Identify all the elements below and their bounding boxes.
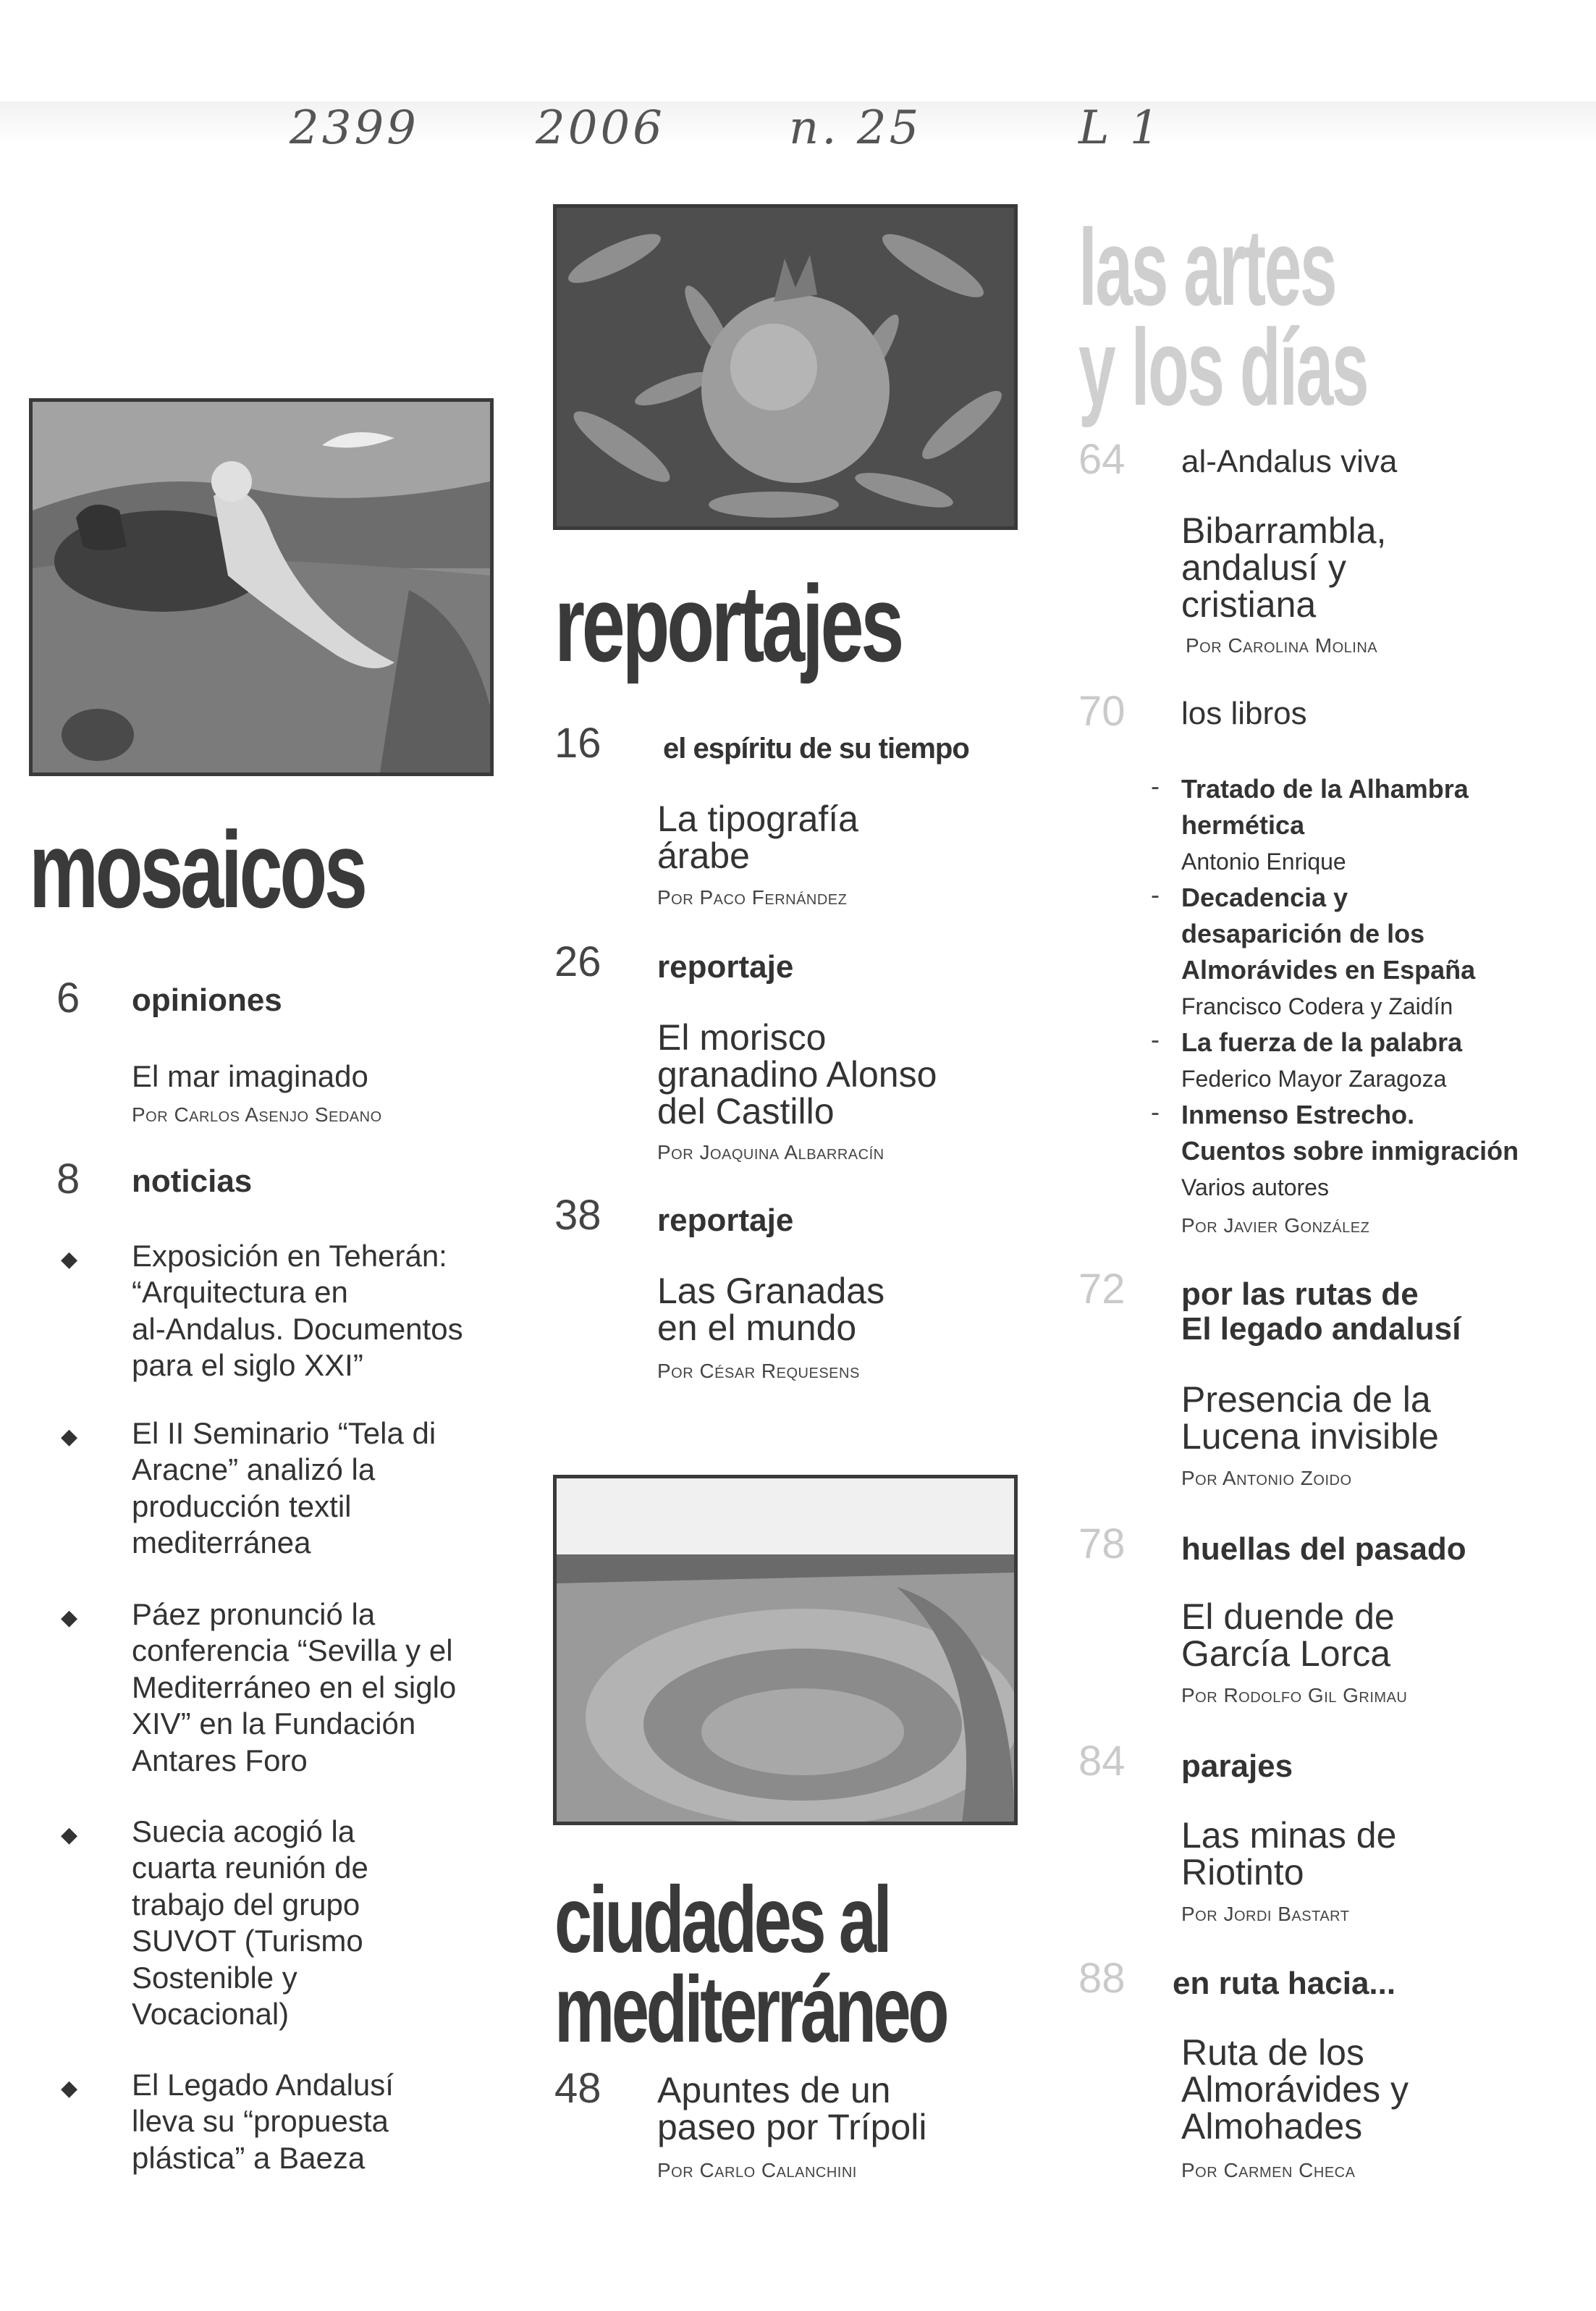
book-title: hermética	[1181, 810, 1305, 840]
article-title	[657, 801, 858, 875]
dash-bullet: -	[1151, 1024, 1160, 1054]
book-title: Inmenso Estrecho.	[1181, 1100, 1415, 1129]
diamond-bullet-icon: ◆	[61, 1425, 78, 1449]
news-line: producción textil	[132, 1489, 352, 1523]
page-number: 70	[1078, 688, 1126, 735]
category-label: los libros	[1181, 696, 1307, 731]
section-title-line: ciudades al	[554, 1866, 890, 1972]
category-label: huellas del pasado	[1181, 1531, 1466, 1567]
news-line: al-Andalus. Documentos	[132, 1311, 463, 1346]
news-line: Páez pronunció la	[132, 1597, 376, 1631]
news-line: El Legado Andalusí	[132, 2068, 394, 2102]
title-line: Almorávides y	[1181, 2069, 1409, 2110]
article-byline: Por Paco Fernández	[657, 886, 848, 909]
category-label: reportaje	[657, 1203, 794, 1238]
title-line: Riotinto	[1181, 1852, 1304, 1893]
page-number: 64	[1078, 436, 1126, 483]
category-label: al-Andalus viva	[1181, 444, 1398, 479]
book-title: La fuerza de la palabra	[1181, 1027, 1463, 1057]
news-line: “Arquitectura en	[132, 1275, 348, 1310]
news-line: lleva su “propuesta	[132, 2104, 389, 2139]
title-line: cristiana	[1181, 584, 1317, 625]
news-line: El II Seminario “Tela di	[132, 1416, 436, 1450]
title-line: El morisco	[657, 1017, 827, 1058]
category-label: opiniones	[132, 982, 282, 1018]
category-label: parajes	[1181, 1748, 1293, 1784]
news-line: Exposición en Teherán:	[132, 1239, 447, 1273]
news-line: Mediterráneo en el siglo	[132, 1670, 457, 1704]
title-line: granadino Alonso	[657, 1054, 937, 1095]
article-byline: Por Carlos Asenjo Sedano	[132, 1103, 382, 1126]
news-line: para el siglo XXI”	[132, 1348, 363, 1383]
pomegranate-image	[553, 204, 1018, 530]
section-title-ciudades	[554, 1866, 947, 2062]
news-line: Vocacional)	[132, 1996, 290, 2031]
dash-bullet: -	[1151, 1097, 1160, 1127]
page-number: 8	[56, 1156, 80, 1203]
article-title	[657, 2072, 926, 2146]
handwritten-catalog-number: 2399	[290, 101, 419, 155]
category-label: en ruta hacia...	[1173, 1966, 1396, 2001]
news-line: Aracne” analizó la	[132, 1452, 376, 1487]
section-title-line: y los días	[1078, 306, 1368, 428]
painting-image	[29, 398, 494, 776]
category-label: reportaje	[657, 949, 794, 985]
title-line: del Castillo	[657, 1091, 835, 1132]
category-line: El legado andalusí	[1181, 1311, 1461, 1347]
article-title	[1181, 2034, 1409, 2145]
page-number: 16	[554, 720, 601, 767]
page-number: 72	[1078, 1266, 1126, 1313]
section-title-mosaicos: mosaicos	[29, 809, 365, 930]
title-line: Apuntes de un	[657, 2070, 891, 2110]
article-byline: Por Carlo Calanchini	[657, 2159, 857, 2181]
article-title	[657, 1019, 937, 1130]
news-line: plástica” a Baeza	[132, 2140, 366, 2175]
title-line: paseo por Trípoli	[657, 2107, 927, 2147]
book-author: Antonio Enrique	[1181, 849, 1346, 875]
amphitheater-illustration	[557, 1478, 1014, 1822]
painting-illustration	[33, 402, 490, 773]
title-line: Ruta de los	[1181, 2032, 1364, 2073]
category-label: el espíritu de su tiempo	[663, 733, 969, 765]
page-number: 84	[1078, 1738, 1126, 1785]
diamond-bullet-icon: ◆	[61, 2076, 78, 2100]
title-line: La tipografía	[657, 799, 858, 839]
category-line: por las rutas de	[1181, 1276, 1419, 1312]
title-line: Las minas de	[1181, 1815, 1397, 1856]
book-author: Francisco Codera y Zaidín	[1181, 993, 1453, 1019]
news-line: cuarta reunión de	[132, 1851, 368, 1885]
article-byline: Por Rodolfo Gil Grimau	[1181, 1684, 1408, 1706]
article-byline: Por Carmen Checa	[1181, 2159, 1356, 2181]
article-title	[1181, 1381, 1439, 1455]
news-line: XIV” en la Fundación	[132, 1706, 416, 1741]
page-number: 26	[554, 938, 601, 985]
handwritten-issue: n. 25	[789, 101, 922, 155]
handwritten-year: 2006	[536, 101, 665, 155]
category-label	[1181, 1277, 1461, 1347]
title-line: Lucena invisible	[1181, 1416, 1439, 1457]
category-label: noticias	[132, 1163, 253, 1199]
article-title	[1181, 1596, 1395, 1674]
book-title: Cuentos sobre inmigración	[1181, 1136, 1519, 1166]
news-line: SUVOT (Turismo	[132, 1924, 363, 1958]
dash-bullet: -	[1151, 880, 1160, 909]
dash-bullet: -	[1151, 771, 1160, 801]
book-author: Federico Mayor Zaragoza	[1181, 1066, 1447, 1092]
section-title-line: las artes	[1078, 206, 1336, 328]
handwritten-location: L 1	[1078, 101, 1162, 155]
book-title: desaparición de los	[1181, 919, 1425, 948]
tripoli-ruins-image	[553, 1475, 1018, 1825]
title-line: Presencia de la	[1181, 1379, 1431, 1420]
title-line: Almohades	[1181, 2106, 1363, 2147]
page-number: 78	[1078, 1520, 1126, 1567]
diamond-bullet-icon: ◆	[61, 1606, 78, 1630]
article-title	[1181, 510, 1387, 625]
book-title: Almorávides en España	[1181, 955, 1476, 985]
article-byline: Por Jordi Bastart	[1181, 1903, 1350, 1925]
news-line: mediterránea	[132, 1525, 311, 1560]
diamond-bullet-icon: ◆	[61, 1823, 78, 1847]
section-title-line: mediterráneo	[554, 1956, 947, 2062]
news-line: conferencia “Sevilla y el	[132, 1633, 453, 1668]
page-number: 88	[1078, 1955, 1126, 2002]
book-title: Tratado de la Alhambra	[1181, 774, 1469, 804]
article-title	[1181, 1817, 1396, 1891]
section-title-reportajes: reportajes	[554, 563, 902, 684]
article-byline: Por Javier González	[1181, 1214, 1370, 1237]
news-line: trabajo del grupo	[132, 1887, 360, 1921]
diamond-bullet-icon: ◆	[61, 1247, 78, 1271]
news-line: Sostenible y	[132, 1960, 297, 1995]
title-line: en el mundo	[657, 1308, 857, 1348]
article-byline: Por Carolina Molina	[1186, 634, 1378, 657]
article-byline: Por César Requesens	[657, 1360, 860, 1382]
article-byline: Por Antonio Zoido	[1181, 1467, 1352, 1489]
page-number: 6	[56, 975, 80, 1022]
title-line: Las Granadas	[657, 1271, 885, 1311]
title-line: El duende de	[1181, 1596, 1395, 1637]
title-line: García Lorca	[1181, 1633, 1391, 1674]
section-title-las-artes	[1078, 206, 1368, 428]
news-line: Suecia acogió la	[132, 1814, 355, 1848]
book-author: Varios autores	[1181, 1174, 1329, 1200]
article-title	[657, 1273, 884, 1347]
title-line: árabe	[657, 835, 750, 876]
article-byline: Por Joaquina Albarracín	[657, 1141, 884, 1163]
page-number: 38	[554, 1192, 601, 1239]
title-line: Bibarrambla,	[1181, 510, 1387, 551]
book-title: Decadencia y	[1181, 883, 1348, 912]
page-number: 48	[554, 2065, 601, 2112]
article-title: El mar imaginado	[132, 1059, 368, 1093]
news-line: Antares Foro	[132, 1743, 308, 1777]
pomegranate-illustration	[557, 208, 1014, 526]
title-line: andalusí y	[1181, 547, 1346, 588]
